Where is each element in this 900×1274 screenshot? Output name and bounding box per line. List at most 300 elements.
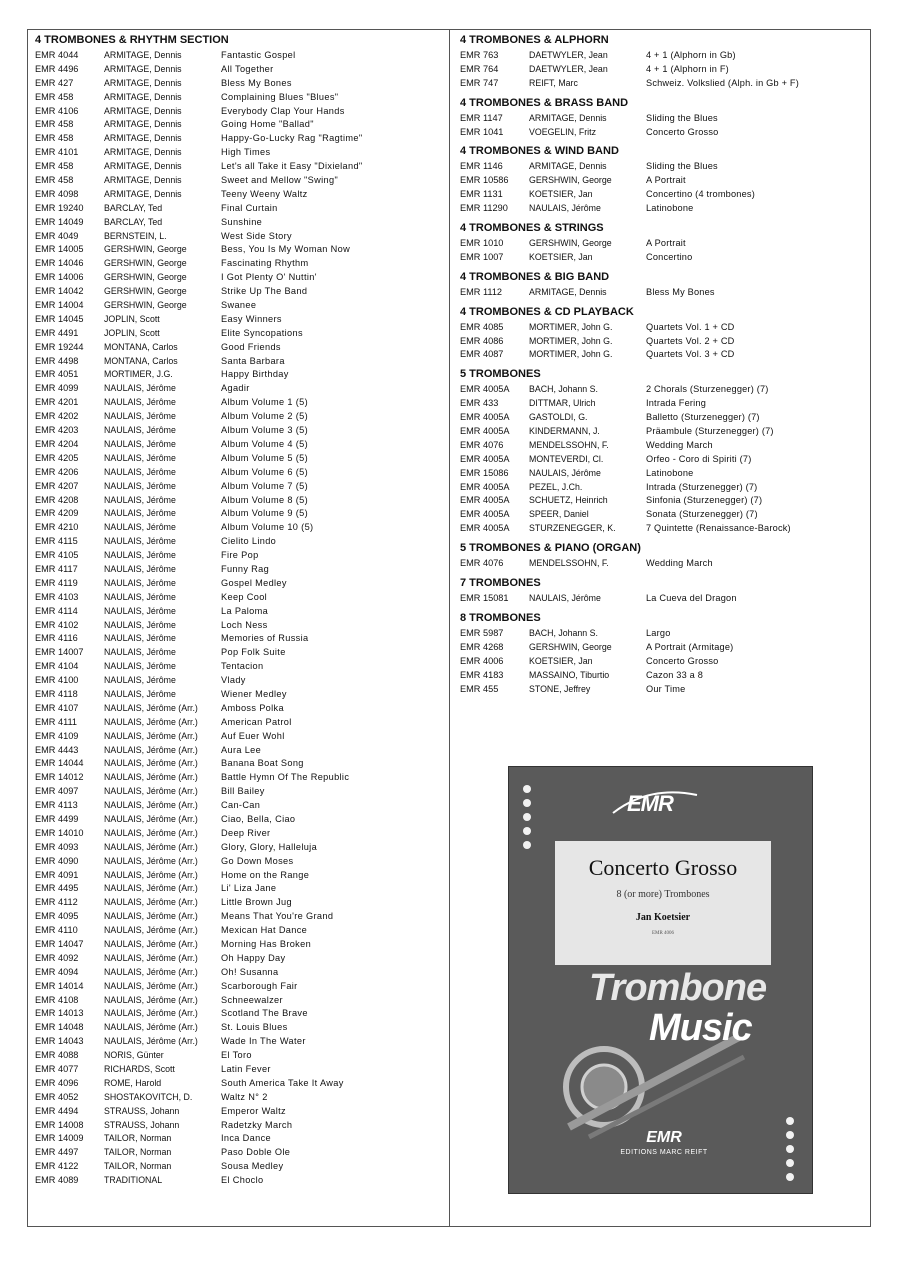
catalog-number: EMR 4077: [35, 1064, 79, 1075]
work-title: Bill Bailey: [221, 786, 265, 797]
section-title: 5 TROMBONES & PIANO (ORGAN): [460, 542, 641, 555]
catalog-row: [35, 1007, 445, 1021]
section-title: 4 TROMBONES & WIND BAND: [460, 145, 619, 158]
composer-name: BACH, Johann S.: [529, 384, 598, 395]
composer-name: NAULAIS, Jérôme: [529, 467, 601, 478]
catalog-number: EMR 14012: [35, 772, 84, 783]
catalog-row: [35, 91, 445, 105]
catalog-row: [35, 938, 445, 952]
composer-name: BACH, Johann S.: [529, 627, 598, 638]
composer-name: NAULAIS, Jérôme (Arr.): [104, 1036, 198, 1047]
catalog-number: EMR 4005A: [460, 481, 510, 492]
composer-name: MORTIMER, J.G.: [104, 369, 173, 380]
catalog-number: EMR 4005A: [460, 412, 510, 423]
work-title: Memories of Russia: [221, 633, 309, 644]
composer-name: STRAUSS, Johann: [104, 1105, 180, 1116]
catalog-row: [35, 841, 445, 855]
composer-name: NAULAIS, Jérôme: [104, 536, 176, 547]
catalog-section: [460, 33, 865, 91]
composer-name: MASSAINO, Tiburtio: [529, 669, 610, 680]
catalog-number: EMR 15086: [460, 467, 509, 478]
catalog-number: EMR 14046: [35, 258, 84, 269]
catalog-row: [35, 438, 445, 452]
catalog-row: [35, 1063, 445, 1077]
composer-name: MONTANA, Carlos: [104, 355, 178, 366]
catalog-row: [35, 257, 445, 271]
catalog-row: [35, 619, 445, 633]
catalog-number: EMR 4118: [35, 688, 78, 699]
composer-name: KOETSIER, Jan: [529, 655, 593, 666]
work-title: Album Volume 2 (5): [221, 411, 308, 422]
composer-name: NAULAIS, Jérôme: [104, 480, 176, 491]
catalog-number: EMR 4443: [35, 744, 79, 755]
composer-name: NAULAIS, Jérôme: [104, 591, 176, 602]
catalog-number: EMR 4090: [35, 855, 79, 866]
work-title: West Side Story: [221, 230, 292, 241]
catalog-number: EMR 14047: [35, 939, 84, 949]
catalog-row: [35, 1160, 445, 1174]
composer-name: NAULAIS, Jérôme: [104, 397, 176, 408]
catalog-number: EMR 4102: [35, 619, 79, 630]
composer-name: MONTEVERDI, Cl.: [529, 453, 604, 464]
catalog-row: [35, 910, 445, 924]
work-title: Fascinating Rhythm: [221, 258, 309, 269]
composer-name: ARMITAGE, Dennis: [104, 105, 182, 116]
composer-name: NAULAIS, Jérôme (Arr.): [104, 730, 198, 741]
composer-name: NAULAIS, Jérôme: [104, 675, 176, 686]
catalog-row: [460, 112, 865, 126]
catalog-number: EMR 4086: [460, 335, 504, 346]
catalog-row: [35, 243, 445, 257]
section-rows: [460, 383, 865, 536]
catalog-row: [35, 563, 445, 577]
work-title: Schweiz. Volkslied (Alph. in Gb + F): [646, 77, 799, 88]
catalog-row: [460, 508, 865, 522]
left-column: [35, 33, 445, 1188]
composer-name: NAULAIS, Jérôme: [104, 563, 176, 574]
composer-name: GERSHWIN, George: [529, 238, 612, 249]
work-title: Complaining Blues "Blues": [221, 91, 339, 102]
punch-holes-top: [523, 785, 531, 855]
composer-name: DAETWYLER, Jean: [529, 50, 608, 60]
section-title: 4 TROMBONES & ALPHORN: [460, 34, 609, 46]
catalog-section: [460, 611, 865, 696]
catalog-number: EMR 14043: [35, 1036, 84, 1047]
work-title: Everybody Clap Your Hands: [221, 105, 345, 116]
catalog-number: EMR 19244: [35, 341, 84, 352]
catalog-number: EMR 4005A: [460, 384, 510, 395]
work-title: Intrada Fering: [646, 398, 706, 409]
composer-name: ARMITAGE, Dennis: [104, 63, 182, 74]
work-title: Aura Lee: [221, 744, 262, 755]
work-title: Waltz N° 2: [221, 1091, 268, 1102]
composer-name: NAULAIS, Jérôme: [104, 494, 176, 505]
catalog-number: EMR 14004: [35, 300, 84, 311]
catalog-row: [460, 627, 865, 641]
cover-author: Jan Koetsier: [635, 912, 691, 923]
catalog-row: [35, 688, 445, 702]
catalog-row: [35, 660, 445, 674]
catalog-row: [35, 1146, 445, 1160]
work-title: A Portrait: [646, 238, 686, 249]
catalog-number: EMR 427: [35, 77, 74, 88]
catalog-number: EMR 4106: [35, 105, 79, 116]
work-title: American Patrol: [221, 716, 292, 727]
section-title: 4 TROMBONES & CD PLAYBACK: [460, 305, 634, 318]
catalog-row: [35, 49, 445, 63]
catalog-row: [460, 335, 865, 349]
catalog-row: [460, 160, 865, 174]
catalog-number: EMR 14007: [35, 647, 84, 658]
composer-name: SCHUETZ, Heinrich: [529, 495, 608, 506]
composer-name: NAULAIS, Jérôme (Arr.): [104, 813, 198, 824]
catalog-number: EMR 4491: [35, 327, 79, 338]
work-title: Morning Has Broken: [221, 939, 312, 949]
composer-name: NAULAIS, Jérôme: [529, 203, 601, 214]
catalog-number: EMR 14044: [35, 758, 84, 769]
work-title: Album Volume 8 (5): [221, 494, 308, 505]
catalog-row: [35, 535, 445, 549]
catalog-section: [460, 221, 865, 265]
catalog-section: [460, 305, 865, 363]
work-title: Quartets Vol. 3 + CD: [646, 349, 735, 360]
work-title: Fantastic Gospel: [221, 50, 296, 60]
composer-name: MONTANA, Carlos: [104, 341, 178, 352]
work-title: Santa Barbara: [221, 355, 285, 366]
work-title: Sousa Medley: [221, 1161, 284, 1172]
work-title: Largo: [646, 627, 671, 638]
catalog-row: [460, 669, 865, 683]
composer-name: NAULAIS, Jérôme: [529, 593, 601, 604]
catalog-row: [35, 118, 445, 132]
catalog-row: [35, 174, 445, 188]
work-title: Sunshine: [221, 216, 263, 227]
composer-name: GERSHWIN, George: [104, 258, 187, 269]
catalog-row: [35, 271, 445, 285]
catalog-row: [35, 132, 445, 146]
catalog-number: EMR 4076: [460, 439, 504, 450]
work-title: Strike Up The Band: [221, 286, 308, 297]
composer-name: NAULAIS, Jérôme (Arr.): [104, 1022, 198, 1033]
work-title: Glory, Glory, Halleluja: [221, 841, 318, 852]
work-title: Sinfonia (Sturzenegger) (7): [646, 495, 763, 506]
composer-name: NAULAIS, Jérôme (Arr.): [104, 869, 198, 880]
work-title: Oh! Susanna: [221, 966, 279, 977]
catalog-number: EMR 4205: [35, 452, 79, 463]
catalog-number: EMR 4005A: [460, 495, 510, 506]
work-title: Li' Liza Jane: [221, 883, 277, 894]
composer-name: GASTOLDI, G.: [529, 412, 588, 423]
catalog-row: [460, 494, 865, 508]
catalog-number: EMR 4085: [460, 321, 504, 332]
catalog-number: EMR 4101: [35, 147, 79, 158]
catalog-row: [35, 924, 445, 938]
catalog-number: EMR 4091: [35, 869, 79, 880]
cover-title: Concerto Grosso: [588, 855, 738, 880]
section-rows: [35, 49, 445, 1188]
composer-name: VOEGELIN, Fritz: [529, 126, 596, 137]
work-title: Album Volume 1 (5): [221, 397, 308, 408]
catalog-number: EMR 4107: [35, 702, 79, 713]
catalog-row: [35, 1021, 445, 1035]
catalog-row: [35, 521, 445, 535]
work-title: Easy Winners: [221, 313, 282, 324]
catalog-row: [460, 557, 865, 571]
catalog-row: [35, 869, 445, 883]
catalog-number: EMR 4005A: [460, 509, 510, 520]
catalog-row: [35, 1174, 445, 1188]
catalog-row: [35, 105, 445, 119]
work-title: Bless My Bones: [646, 286, 715, 297]
work-title: Loch Ness: [221, 619, 268, 630]
work-title: Banana Boat Song: [221, 758, 304, 769]
section-title: 8 TROMBONES: [460, 611, 541, 624]
catalog-number: EMR 4494: [35, 1105, 79, 1116]
catalog-row: [35, 605, 445, 619]
composer-name: NAULAIS, Jérôme: [104, 647, 176, 658]
catalog-number: EMR 4202: [35, 411, 79, 422]
catalog-row: [460, 237, 865, 251]
catalog-number: EMR 4095: [35, 911, 79, 922]
catalog-number: EMR 14005: [35, 244, 84, 255]
cover-title-panel: [555, 841, 771, 965]
work-title: Teeny Weeny Waltz: [221, 188, 308, 199]
catalog-row: [460, 348, 865, 362]
work-title: Go Down Moses: [221, 855, 294, 866]
work-title: 7 Quintette (Renaissance-Barock): [646, 523, 791, 534]
composer-name: SPEER, Daniel: [529, 509, 589, 520]
catalog-row: [35, 396, 445, 410]
composer-name: NAULAIS, Jérôme (Arr.): [104, 939, 198, 949]
work-title: Funny Rag: [221, 563, 270, 574]
catalog-row: [460, 425, 865, 439]
catalog-section: [460, 96, 865, 140]
catalog-number: EMR 763: [460, 50, 499, 60]
catalog-number: EMR 14042: [35, 286, 84, 297]
punch-hole: [786, 1131, 794, 1139]
catalog-number: EMR 4111: [35, 716, 78, 727]
work-title: Paso Doble Ole: [221, 1147, 291, 1158]
work-title: I Got Plenty O' Nuttin': [221, 272, 317, 283]
catalog-row: [35, 285, 445, 299]
catalog-number: EMR 4204: [35, 438, 79, 449]
catalog-number: EMR 4103: [35, 591, 79, 602]
work-title: Pop Folk Suite: [221, 647, 286, 658]
composer-name: ARMITAGE, Dennis: [104, 161, 182, 172]
catalog-number: EMR 4049: [35, 230, 79, 241]
composer-name: NAULAIS, Jérôme: [104, 438, 176, 449]
work-title: Let's all Take it Easy "Dixieland": [221, 161, 363, 172]
composer-name: JOPLIN, Scott: [104, 327, 160, 338]
catalog-number: EMR 4097: [35, 786, 79, 797]
work-title: Deep River: [221, 827, 271, 838]
catalog-number: EMR 4108: [35, 994, 79, 1005]
catalog-number: EMR 4115: [35, 536, 78, 547]
composer-name: BARCLAY, Ted: [104, 216, 163, 227]
work-title: Concerto Grosso: [646, 126, 719, 137]
composer-name: NAULAIS, Jérôme: [104, 383, 176, 394]
catalog-number: EMR 1147: [460, 112, 503, 123]
work-title: Means That You're Grand: [221, 911, 334, 922]
composer-name: NAULAIS, Jérôme (Arr.): [104, 744, 198, 755]
work-title: Auf Euer Wohl: [221, 730, 285, 741]
catalog-section: [460, 144, 865, 216]
composer-name: MORTIMER, John G.: [529, 335, 613, 346]
composer-name: MENDELSSOHN, F.: [529, 558, 609, 569]
catalog-number: EMR 4005A: [460, 453, 510, 464]
composer-name: ARMITAGE, Dennis: [529, 161, 607, 172]
catalog-number: EMR 4093: [35, 841, 79, 852]
punch-hole: [786, 1173, 794, 1181]
work-title: Final Curtain: [221, 202, 278, 213]
composer-name: ARMITAGE, Dennis: [104, 50, 182, 60]
composer-name: GERSHWIN, George: [104, 272, 187, 283]
composer-name: DAETWYLER, Jean: [529, 63, 608, 74]
composer-name: STRAUSS, Johann: [104, 1119, 180, 1130]
work-title: Bless My Bones: [221, 77, 292, 88]
composer-name: NAULAIS, Jérôme: [104, 577, 176, 588]
catalog-number: EMR 458: [35, 91, 74, 102]
composer-name: NAULAIS, Jérôme (Arr.): [104, 925, 198, 936]
catalog-row: [35, 327, 445, 341]
composer-name: NAULAIS, Jérôme (Arr.): [104, 994, 198, 1005]
catalog-row: [35, 1091, 445, 1105]
catalog-number: EMR 4005A: [460, 523, 510, 534]
catalog-row: [35, 1035, 445, 1049]
section-rows: [460, 237, 865, 265]
catalog-number: EMR 4109: [35, 730, 79, 741]
punch-hole: [786, 1117, 794, 1125]
composer-name: NAULAIS, Jérôme (Arr.): [104, 952, 198, 963]
catalog-number: EMR 4207: [35, 480, 79, 491]
catalog-number: EMR 1146: [460, 161, 503, 172]
composer-name: NAULAIS, Jérôme: [104, 550, 176, 561]
catalog-row: [35, 591, 445, 605]
work-title: Keep Cool: [221, 591, 268, 602]
composer-name: NAULAIS, Jérôme: [104, 688, 176, 699]
catalog-number: EMR 4076: [460, 558, 504, 569]
catalog-row: [460, 63, 865, 77]
catalog-row: [35, 146, 445, 160]
catalog-number: EMR 4099: [35, 383, 79, 394]
catalog-number: EMR 4496: [35, 63, 79, 74]
catalog-row: [460, 683, 865, 697]
catalog-number: EMR 1007: [460, 251, 504, 262]
catalog-number: EMR 4117: [35, 563, 78, 574]
composer-name: TRADITIONAL: [104, 1175, 163, 1186]
catalog-number: EMR 4498: [35, 355, 79, 366]
work-title: Album Volume 3 (5): [221, 425, 308, 436]
work-title: Album Volume 10 (5): [221, 522, 314, 533]
work-title: Amboss Polka: [221, 702, 284, 713]
catalog-row: [35, 716, 445, 730]
catalog-row: [35, 744, 445, 758]
catalog-number: EMR 14010: [35, 827, 84, 838]
section-title: 5 TROMBONES: [460, 368, 541, 381]
catalog-number: EMR 4006: [460, 655, 504, 666]
catalog-row: [35, 480, 445, 494]
work-title: Latin Fever: [221, 1064, 271, 1075]
work-title: Oh Happy Day: [221, 952, 286, 963]
composer-name: NAULAIS, Jérôme (Arr.): [104, 897, 198, 908]
composer-name: STURZENEGGER, K.: [529, 523, 616, 534]
punch-holes-bottom: [786, 1117, 794, 1187]
catalog-number: EMR 1010: [460, 238, 504, 249]
catalog-number: EMR 4096: [35, 1077, 79, 1088]
catalog-row: [460, 453, 865, 467]
catalog-row: [35, 646, 445, 660]
catalog-row: [35, 507, 445, 521]
catalog-row: [35, 785, 445, 799]
catalog-row: [35, 994, 445, 1008]
composer-name: ARMITAGE, Dennis: [104, 133, 182, 144]
composer-name: ARMITAGE, Dennis: [104, 77, 182, 88]
work-title: Cielito Lindo: [221, 536, 277, 547]
work-title: Emperor Waltz: [221, 1105, 286, 1116]
composer-name: GERSHWIN, George: [104, 244, 187, 255]
cover-brand-trombone: Trombone: [589, 967, 767, 1009]
work-title: Wedding March: [646, 439, 713, 450]
work-title: Sonata (Sturzenegger) (7): [646, 509, 758, 520]
publisher-name: EDITIONS MARC REIFT: [620, 1149, 708, 1156]
work-title: Good Friends: [221, 341, 281, 352]
section-rows: [460, 112, 865, 140]
catalog-row: [460, 286, 865, 300]
catalog-row: [35, 160, 445, 174]
catalog-number: EMR 747: [460, 77, 499, 88]
work-title: Schneewalzer: [221, 994, 283, 1005]
section-rows: [460, 160, 865, 216]
catalog-section: [460, 367, 865, 536]
column-divider: [449, 29, 450, 1227]
composer-name: NAULAIS, Jérôme: [104, 411, 176, 422]
cover-code: EMR 4006: [651, 931, 675, 936]
composer-name: MENDELSSOHN, F.: [529, 439, 609, 450]
catalog-row: [460, 592, 865, 606]
composer-name: NAULAIS, Jérôme (Arr.): [104, 855, 198, 866]
work-title: Orfeo - Coro di Spiriti (7): [646, 453, 752, 464]
composer-name: ARMITAGE, Dennis: [104, 175, 182, 186]
catalog-row: [460, 481, 865, 495]
catalog-number: EMR 4495: [35, 883, 79, 894]
catalog-number: EMR 14008: [35, 1119, 84, 1130]
catalog-row: [35, 299, 445, 313]
catalog-row: [35, 382, 445, 396]
work-title: Concertino: [646, 251, 693, 262]
catalog-number: EMR 4098: [35, 188, 79, 199]
composer-name: ARMITAGE, Dennis: [104, 147, 182, 158]
work-title: La Paloma: [221, 605, 269, 616]
composer-name: BERNSTEIN, L.: [104, 230, 167, 241]
catalog-row: [35, 966, 445, 980]
composer-name: GERSHWIN, George: [104, 300, 187, 311]
composer-name: NAULAIS, Jérôme: [104, 508, 176, 519]
composer-name: NAULAIS, Jérôme: [104, 661, 176, 672]
composer-name: STONE, Jeffrey: [529, 683, 591, 694]
catalog-number: EMR 14045: [35, 313, 84, 324]
catalog-number: EMR 4110: [35, 925, 78, 936]
composer-name: NAULAIS, Jérôme (Arr.): [104, 841, 198, 852]
catalog-number: EMR 4183: [460, 669, 504, 680]
section-rows: [460, 49, 865, 91]
work-title: A Portrait: [646, 175, 686, 186]
composer-name: NAULAIS, Jérôme: [104, 605, 176, 616]
catalog-number: EMR 4051: [35, 369, 79, 380]
composer-name: NAULAIS, Jérôme (Arr.): [104, 758, 198, 769]
composer-name: GERSHWIN, George: [529, 175, 612, 186]
composer-name: NAULAIS, Jérôme: [104, 633, 176, 644]
section-rows: [460, 557, 865, 571]
